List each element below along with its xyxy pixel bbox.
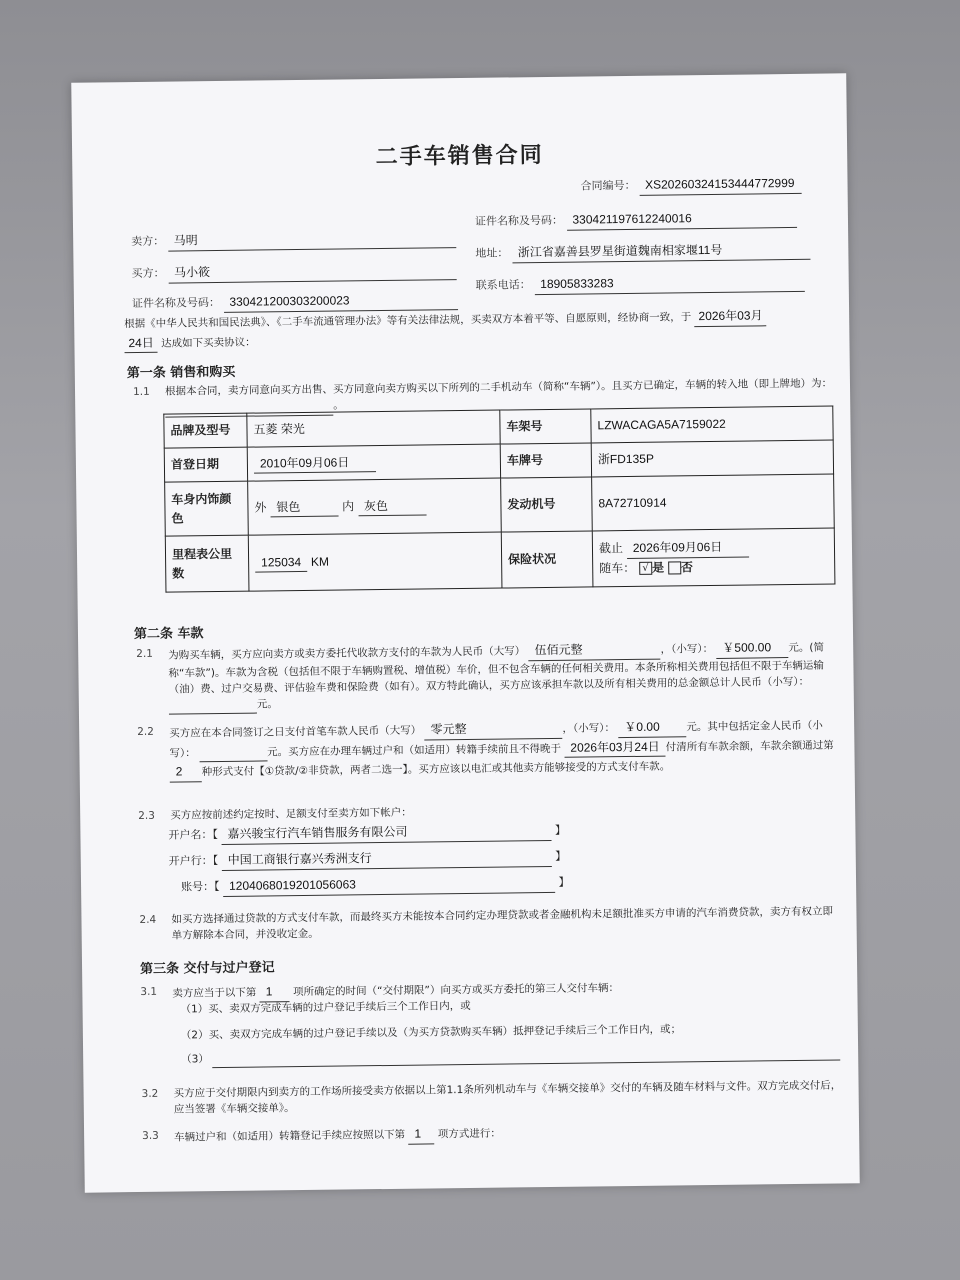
color-label: 车身内饰颜色 [165, 481, 249, 536]
no-checkbox [668, 561, 681, 574]
option-3-row [181, 1043, 840, 1068]
insurance-with-label: 随车： [599, 560, 636, 576]
insurance-until-label: 截止 [598, 541, 624, 556]
section3-heading: 第三条 交付与过户登记 [139, 960, 275, 978]
exterior-color: 银色 [270, 497, 338, 517]
option-2: （2）买、卖双方完成车辆的过户登记手续以及（为买方贷款购买车辆）抵押登记手续后三个工作日内，或； [180, 1023, 682, 1042]
mileage-label: 里程表公里数 [165, 535, 249, 592]
option-1: （1）买、卖双方完成车辆的过户登记手续后三个工作日内，或 [180, 999, 471, 1016]
engine-label: 发动机号 [501, 477, 593, 532]
bank-value: 中国工商银行嘉兴秀洲支行 [222, 847, 552, 871]
account-name-label: 开户名：【 [168, 828, 219, 842]
clause-3-1-number: 3.1 [140, 985, 158, 998]
clause-2-4-text: 如买方选择通过贷款的方式支付车款，而最终买方未能按本合同约定办理贷款或者金融机构未足额批准买方申请的汽车消费贷款，卖方有权立即单方解除本合同，并没收定金。 [171, 905, 834, 942]
address-value: 浙江省嘉善县罗星街道魏南相家堰11号 [512, 240, 810, 263]
clause-2-2-text-e: 付清所有车款余额，车款余额通过第 [665, 739, 834, 754]
account-name-row [168, 820, 608, 845]
deposit-blank [199, 744, 267, 762]
intro-date: 2026年03月 [694, 306, 766, 326]
seller-label: 卖方： [131, 234, 165, 249]
mileage-value: 125034 [255, 553, 307, 573]
option-3-label: （3） [181, 1053, 209, 1066]
vehicle-table [163, 405, 835, 592]
clause-3-1-text-b: 项所确定的时间（“交付期限”）向买方或买方委托的第三人交付车辆： [292, 982, 620, 999]
clause-2-2 [137, 715, 838, 782]
bank-label: 开户行：【 [168, 854, 219, 868]
document-title: 二手车销售合同 [375, 143, 544, 171]
bank-bracket: 】 [555, 849, 567, 863]
intro-paragraph [124, 305, 834, 353]
yes-label: 是 [651, 560, 665, 575]
clause-2-3-number: 2.3 [138, 809, 155, 823]
vin-label: 车架号 [500, 409, 591, 444]
reg-date-value: 2010年09月06日 [254, 453, 376, 474]
contract-number-value: XS20260324153444772999 [639, 174, 801, 196]
clause-2-1-text-b: ，（小写）： [660, 642, 714, 656]
delivery-item: 1 [260, 982, 290, 1002]
reg-date-label: 首登日期 [164, 447, 247, 482]
section2-heading: 第二条 车款 [133, 626, 204, 643]
clause-3-3-text-a: 车辆过户和（如适用）转籍登记手续应按照以下第 [174, 1128, 406, 1144]
clause-1-1-end: 。 [333, 399, 344, 412]
intro-date-day: 24日 [124, 333, 158, 353]
price-upper: 伍佰元整 [528, 640, 660, 661]
clause-3-1 [140, 975, 840, 1003]
clause-3-2-number: 3.2 [141, 1087, 159, 1100]
seller-id-label: 证件名称及号码： [474, 213, 564, 228]
mileage-unit: KM [310, 554, 330, 569]
clause-2-1 [136, 637, 837, 715]
first-payment-upper: 零元整 [424, 719, 562, 740]
clause-2-2-text-d: 元。买方应在办理车辆过户和（如适用）转籍手续前且不得晚于 [266, 742, 562, 759]
plate-value: 浙FD135P [597, 451, 655, 467]
clause-2-1-text-a: 为购买车辆，买方应向卖方或卖方委托代收款方支付的车款为人民币（大写） [168, 645, 526, 662]
intro-text-b: 达成如下买卖协议： [161, 336, 256, 350]
interior-label: 内 [342, 499, 355, 514]
buyer-label: 买方： [131, 266, 165, 281]
contract-paper [71, 73, 860, 1192]
seller-id-row [475, 208, 797, 232]
phone-value: 18905833283 [534, 272, 804, 295]
total-amount-blank [169, 697, 257, 715]
clause-2-3-text: 买方应按前述约定按时、足额支付至卖方如下帐户： [170, 806, 412, 822]
clause-2-4-number: 2.4 [139, 913, 157, 927]
clause-2-3 [138, 799, 838, 824]
clause-3-3-number: 3.3 [142, 1129, 159, 1142]
clause-2-4 [139, 903, 839, 944]
clause-2-1-text-c: 元。(简称“车款”)。车款为含税（包括但不限于车辆购置税、增值税）车价，但不包含车辆的任何相关费用。本条所称相关费用包括但不限于车辆运输（油）费、过户交易费、评估验车费和保险费（如有）。双方特此确认，买方应该承担车款以及所有相关费用的总金额总计人民币（小写）： [168, 641, 825, 696]
account-number-row [181, 872, 621, 897]
clause-2-2-text-a: 买方应在本合同签订之日支付首笔车款人民币（大写） [169, 724, 422, 740]
clause-2-2-text-b: ，（小写）： [562, 722, 616, 735]
clause-3-3-text-b: 项方式进行： [437, 1127, 501, 1141]
clause-3-3 [142, 1119, 842, 1147]
contract-number-label: 合同编号： [580, 178, 636, 193]
balance-due-date: 2026年03月24日 [564, 737, 666, 758]
seller-value: 马明 [168, 228, 456, 251]
no-label: 否 [680, 560, 694, 575]
clause-2-2-text-c: 元。其中包括定金人民币（小写）： [169, 719, 823, 760]
buyer-row [131, 260, 456, 284]
intro-text-a: 根据《中华人民共和国民法典》、《二手车流通管理办法》等有关法律法规，买卖双方本着平等、自愿原则，经协商一致，于 [124, 311, 692, 331]
plate-label: 车牌号 [500, 443, 591, 478]
bank-row [169, 846, 609, 871]
option-3-blank [212, 1043, 840, 1068]
transfer-item: 1 [408, 1124, 434, 1144]
payment-method: 2 [170, 762, 202, 782]
account-number-bracket: 】 [558, 875, 570, 889]
account-number-value: 1204068019201056063 [223, 873, 555, 897]
clause-1-1-number: 1.1 [132, 385, 150, 399]
clause-2-1-number: 2.1 [136, 647, 154, 661]
insurance-until-value: 2026年09月06日 [627, 538, 749, 559]
vin-value: LZWACAGA5A7159022 [597, 417, 726, 433]
address-label: 地址： [475, 246, 509, 260]
seller-id-value: 330421197612240016 [566, 208, 796, 230]
first-payment-lower: ￥0.00 [618, 717, 686, 737]
account-name-value: 嘉兴骏宝行汽车销售服务有限公司 [221, 821, 551, 845]
seller-row [131, 228, 456, 252]
engine-value: 8A72710914 [598, 495, 667, 511]
phone-row [476, 272, 805, 296]
clause-3-2 [142, 1077, 842, 1118]
contract-number-row [580, 174, 801, 196]
account-name-bracket: 】 [554, 823, 566, 837]
brand-label: 品牌及型号 [164, 413, 247, 448]
clause-3-1-text-a: 卖方应当于以下第 [172, 986, 257, 1000]
account-number-label: 账号：【 [181, 880, 220, 894]
buyer-id-value: 330421200303200023 [223, 290, 457, 312]
clause-2-1-text-d: 元。 [256, 698, 278, 711]
section1-heading: 第一条 销售和购买 [126, 364, 236, 382]
buyer-value: 马小筱 [168, 260, 456, 283]
yes-checkbox: √ [639, 562, 652, 575]
clause-1-1-text: 根据本合同，卖方同意向买方出售、买方同意向卖方购买以下所列的二手机动车（简称“车辆”）。且买方已确定，车辆的转入地（即上牌地）为： [164, 377, 833, 398]
insurance-label: 保险状况 [501, 531, 593, 588]
interior-color: 灰色 [358, 496, 426, 516]
buyer-id-label: 证件名称及号码： [131, 295, 221, 311]
brand-value: 五菱 荣光 [253, 422, 305, 437]
price-lower: ￥500.00 [716, 638, 788, 658]
clause-3-2-text: 买方应于交付期限内到卖方的工作场所接受卖方依据以上第1.1条所列机动车与《车辆交接单》交付的车辆及随车材料与文件。双方完成交付后，应当签署《车辆交接单》。 [173, 1079, 842, 1116]
address-row [475, 240, 810, 264]
phone-label: 联系电话： [475, 278, 531, 292]
clause-2-2-number: 2.2 [137, 725, 154, 739]
clause-2-2-text-f: 种形式支付【①贷款/②非贷款，两者二选一】。买方应该以电汇或其他卖方能够接受的方式支付车款。 [201, 760, 671, 779]
exterior-label: 外 [254, 500, 267, 515]
